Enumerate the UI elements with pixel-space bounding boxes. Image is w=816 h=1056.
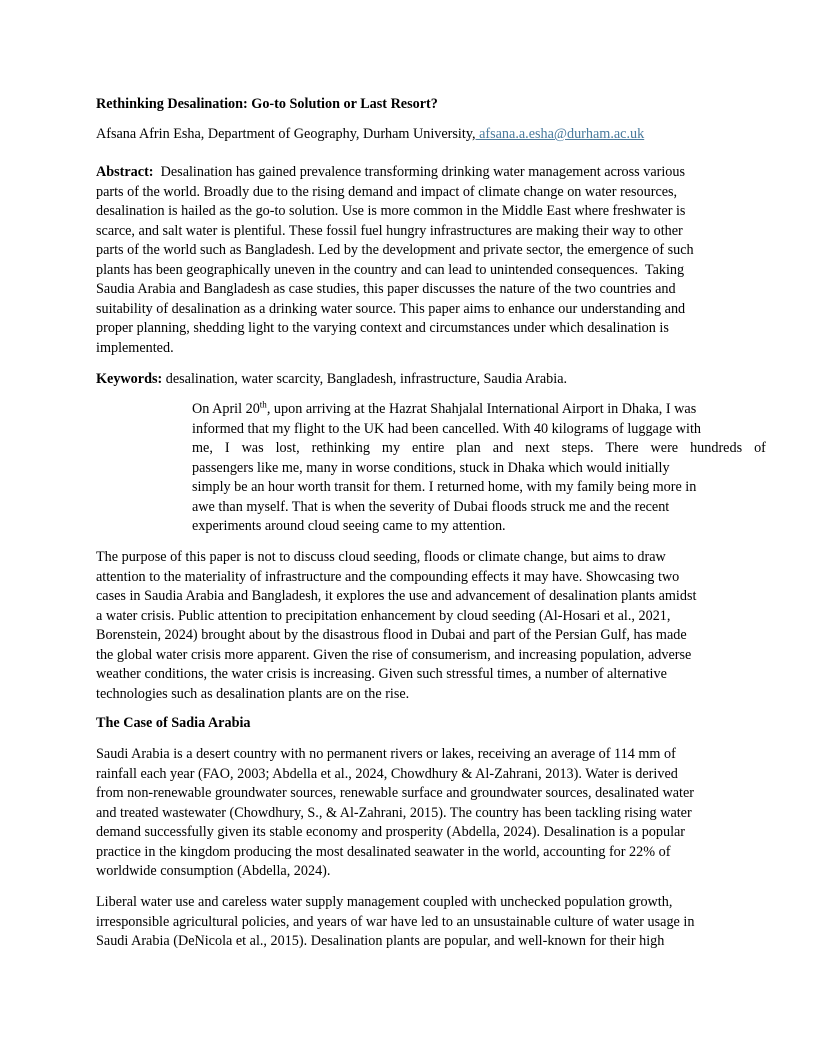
saudi-paragraph-2	[96, 893, 726, 952]
paragraph-line: a water crisis. Public attention to precipitation enhancement by cloud seeding (Al-Hosari et al., 2021,	[96, 607, 671, 624]
quote-line: experiments around cloud seeing came to my attention.	[192, 518, 506, 534]
abstract-line: Desalination has gained prevalence transforming drinking water management across various	[153, 164, 685, 180]
quote-word: me,	[192, 440, 213, 456]
paragraph-line: worldwide consumption (Abdella, 2024).	[96, 863, 331, 879]
paragraph-line: technologies such as desalination plants are on the rise.	[96, 685, 410, 702]
keywords-text: desalination, water scarcity, Bangladesh, infrastructure, Saudia Arabia.	[162, 371, 568, 387]
quote-word: There	[605, 440, 639, 456]
quote-word: next	[525, 440, 550, 456]
abstract-line: parts of the world. Broadly due to the rising demand and impact of climate change on water resources,	[96, 183, 678, 200]
paragraph-line: irresponsible agricultural policies, and years of war have led to an unsustainable culture of water usage in	[96, 913, 695, 930]
quote-word: lost,	[275, 440, 300, 456]
quote-word: my	[381, 440, 401, 456]
quote-word: and	[492, 440, 514, 456]
abstract-line: proper planning, shedding light to the varying context and circumstances under which desalination is	[96, 320, 669, 336]
quote-line: informed that my flight to the UK had been cancelled. With 40 kilograms of luggage with	[192, 420, 702, 437]
ordinal-suffix: th	[259, 399, 267, 410]
keywords	[96, 370, 726, 390]
quote-text: , upon arriving at the Hazrat Shahjalal International Airport in Dhaka, I was	[266, 401, 697, 417]
intro-paragraph	[96, 548, 726, 704]
quote-text: On April 20	[192, 401, 260, 417]
paragraph-line: Liberal water use and careless water supply management coupled with unchecked population growth,	[96, 894, 673, 910]
paragraph-line: the global water crisis more apparent. Given the rise of consumerism, and increasing population, adverse	[96, 646, 692, 663]
quote-justified-line	[192, 439, 766, 459]
paragraph-line: The purpose of this paper is not to discuss cloud seeding, floods or climate change, but aims to draw	[96, 549, 666, 565]
quote-word: plan	[456, 440, 481, 456]
quote-word: steps.	[561, 440, 594, 456]
paragraph-line: Borenstein, 2024) brought about by the disastrous flood in Dubai and part of the Persian Gulf, has made	[96, 627, 687, 643]
quote-word: were	[650, 440, 679, 456]
paragraph-line: Saudi Arabia (DeNicola et al., 2015). Desalination plants are popular, and well-known for their high	[96, 933, 665, 949]
paragraph-line: demand successfully given its stable economy and prosperity (Abdella, 2024). Desalination is a popular	[96, 824, 686, 840]
personal-anecdote-quote	[192, 400, 766, 537]
paragraph-line: and treated wastewater (Chowdhury, S., & Al-Zahrani, 2015). The country has been tackling rising water	[96, 804, 692, 821]
quote-word: hundreds	[690, 440, 743, 456]
abstract-line: Saudia Arabia and Bangladesh as case studies, this paper discusses the nature of the two countries and	[96, 281, 676, 297]
quote-line: awe than myself. That is when the severity of Dubai floods struck me and the recent	[192, 498, 670, 515]
abstract	[96, 163, 726, 358]
keywords-label: Keywords:	[96, 371, 163, 387]
paper-title: Rethinking Desalination: Go-to Solution or Last Resort?	[96, 96, 438, 112]
abstract-label: Abstract:	[96, 164, 154, 180]
section-heading: The Case of Sadia Arabia	[96, 715, 251, 731]
author-line	[96, 125, 726, 145]
quote-word: I	[224, 440, 230, 456]
quote-line: passengers like me, many in worse conditions, stuck in Dhaka which would initially	[192, 459, 670, 476]
saudi-paragraph-1	[96, 745, 726, 882]
abstract-line: scarce, and salt water is plentiful. These fossil fuel hungry infrastructures are making their way to other	[96, 222, 683, 239]
abstract-line: plants has been geographically uneven in the country and can lead to unintended consequences. Taking	[96, 261, 685, 278]
abstract-line: implemented.	[96, 339, 174, 356]
paragraph-line: weather conditions, the water crisis is increasing. Given such stressful times, a number of alternative	[96, 666, 667, 682]
paper-title-block	[96, 95, 726, 115]
paragraph-line: practice in the kingdom producing the most desalinated seawater in the world, accounting for 22% of	[96, 843, 671, 860]
quote-word: was	[241, 440, 264, 456]
quote-line: simply be an hour worth transit for them. I returned home, with my family being more in	[192, 479, 697, 495]
paragraph-line: from non-renewable groundwater sources, renewable surface and groundwater sources, desalinated water	[96, 785, 694, 801]
quote-word: rethinking	[311, 440, 370, 456]
quote-word: entire	[412, 440, 445, 456]
paragraph-line: attention to the materiality of infrastructure and the compounding effects it may have. Showcasing two	[96, 568, 680, 585]
author-email-link[interactable]: afsana.a.esha@durham.ac.uk	[475, 126, 645, 142]
paragraph-line: rainfall each year (FAO, 2003; Abdella et al., 2024, Chowdhury & Al-Zahrani, 2013). Water is derived	[96, 765, 678, 782]
quote-word: of	[754, 440, 766, 456]
paragraph-line: Saudi Arabia is a desert country with no permanent rivers or lakes, receiving an average of 114 mm of	[96, 746, 676, 762]
abstract-line: parts of the world such as Bangladesh. Led by the development and private sector, the emergence of such	[96, 242, 694, 258]
abstract-line: desalination is hailed as the go-to solution. Use is more common in the Middle East where freshwater is	[96, 203, 686, 219]
author-affiliation: Afsana Afrin Esha, Department of Geography, Durham University,	[96, 126, 476, 142]
abstract-line: suitability of desalination as a drinking water source. This paper aims to enhance our understanding and	[96, 300, 686, 317]
section-heading-block	[96, 714, 726, 734]
paragraph-line: cases in Saudia Arabia and Bangladesh, it explores the use and advancement of desalination plants amidst	[96, 588, 697, 604]
